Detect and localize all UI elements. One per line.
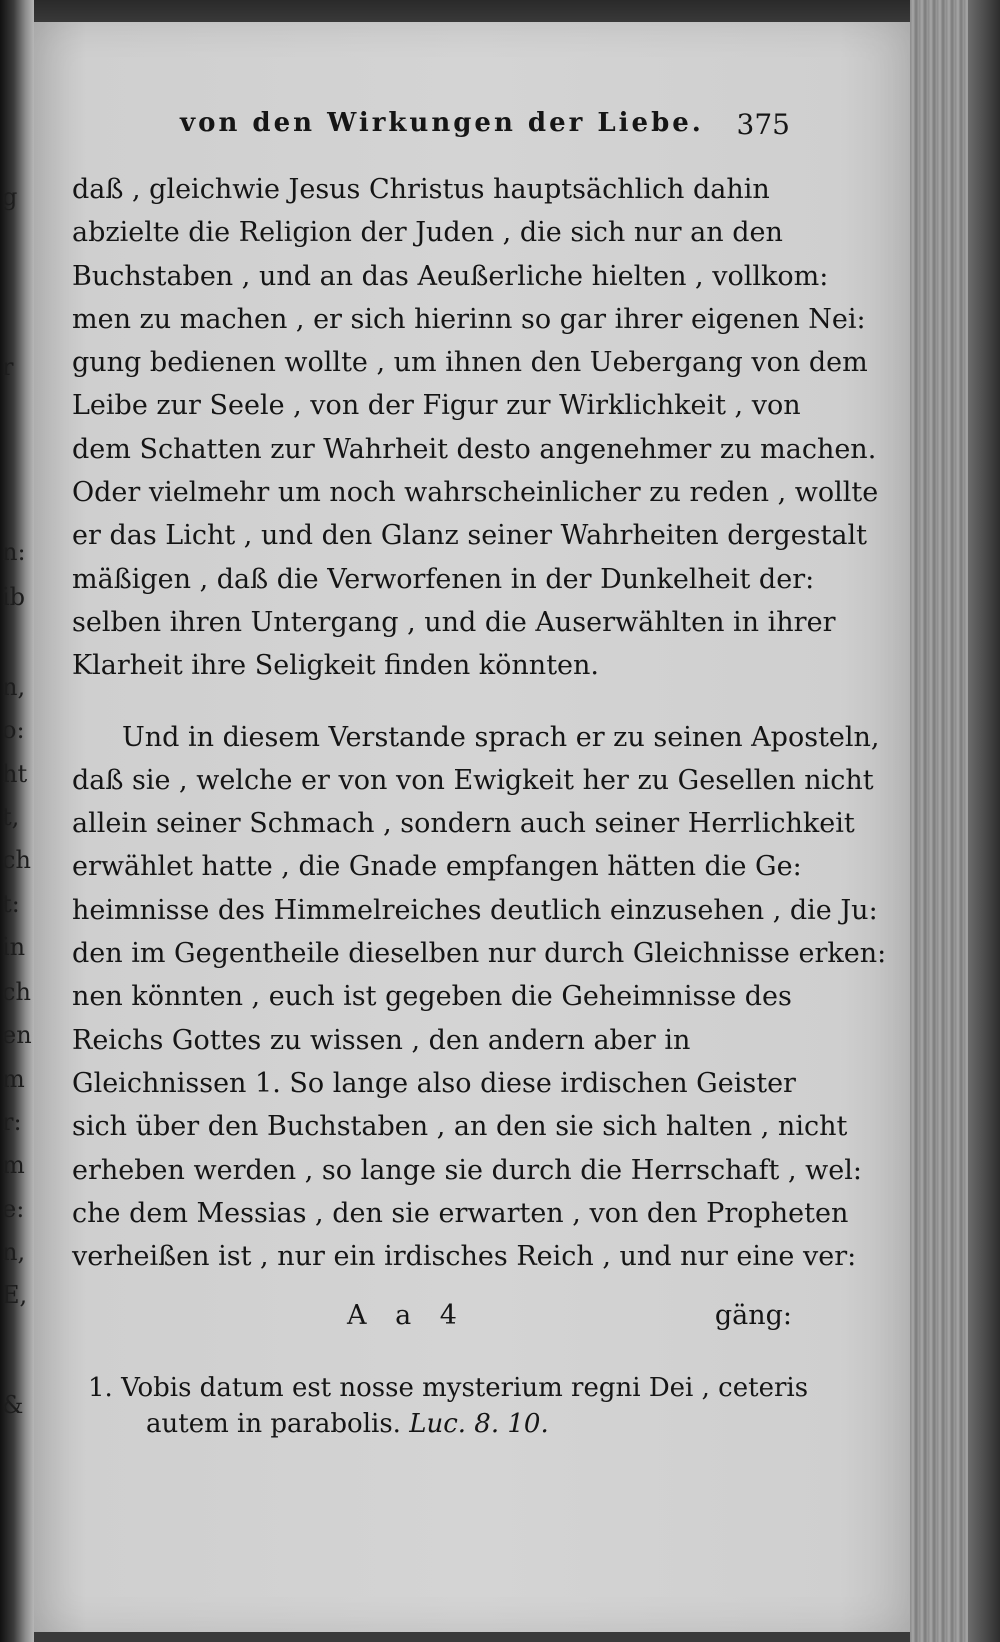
text-line: selben ihren Untergang , und die Auserwählten in ihrer: [72, 606, 836, 638]
left-page-fragment: en: [2, 1021, 32, 1049]
left-page-fragment: n,: [2, 673, 26, 701]
footnote-reference: Luc. 8. 10.: [409, 1409, 549, 1439]
text-line: Leibe zur Seele , von der Figur zur Wirklichkeit , von: [72, 390, 801, 422]
page-header: [140, 108, 790, 148]
text-line: Klarheit ihre Seligkeit finden könnten.: [72, 650, 600, 682]
text-line: verheißen ist , nur ein irdisches Reich , und nur eine ver:: [72, 1241, 857, 1273]
left-page-fragment: n:: [2, 538, 26, 566]
footnote: [88, 1370, 808, 1442]
left-page-fragment: &: [2, 1391, 24, 1419]
paragraph-1: [72, 168, 879, 688]
text-line: Gleichnissen 1. So lange also diese irdischen Geister: [72, 1067, 796, 1099]
signature-line: [72, 1300, 792, 1340]
signature-mark: A a 4: [347, 1300, 467, 1331]
left-page-fragment: r:: [2, 1108, 22, 1136]
left-page-fragment: o:: [2, 716, 25, 744]
running-head: von den Wirkungen der Liebe.: [180, 108, 704, 138]
text-line: mäßigen , daß die Verworfenen in der Dunkelheit der:: [72, 563, 815, 595]
left-page-fragment: g: [2, 183, 18, 211]
body-text: [72, 168, 887, 1278]
text-line: men zu machen , er sich hierinn so gar ihrer eigenen Nei:: [72, 303, 866, 335]
text-line: dem Schatten zur Wahrheit desto angenehmer zu machen.: [72, 433, 877, 465]
text-line: heimnisse des Himmelreiches deutlich einzusehen , die Ju:: [72, 894, 878, 926]
paragraph-2: [72, 716, 887, 1279]
left-page-fragment: m: [2, 1065, 25, 1093]
text-line: sich über den Buchstaben , an den sie sich halten , nicht: [72, 1111, 848, 1143]
left-page-fragment: ch: [2, 978, 31, 1006]
left-page-fragment: ch: [2, 846, 31, 874]
footnote-line: [88, 1406, 808, 1442]
text-line: erheben werden , so lange sie durch die Herrschaft , wel:: [72, 1154, 862, 1186]
left-page-fragment: r: [2, 353, 14, 381]
previous-page-edge: [0, 0, 34, 1642]
left-page-fragment: t:: [2, 890, 20, 918]
page-stack-edge: [910, 0, 1000, 1642]
paragraph-gap: [72, 688, 792, 716]
text-line: er das Licht , und den Glanz seiner Wahrheiten dergestalt: [72, 520, 867, 552]
text-line: Oder vielmehr um noch wahrscheinlicher zu reden , wollte: [72, 477, 879, 509]
text-line: Und in diesem Verstande sprach er zu seinen Aposteln,: [122, 721, 880, 753]
text-line: den im Gegentheile dieselben nur durch Gleichnisse erken:: [72, 938, 887, 970]
text-line: Reichs Gottes zu wissen , den andern aber in: [72, 1024, 691, 1056]
text-line: che dem Messias , den sie erwarten , von den Propheten: [72, 1197, 849, 1229]
text-line: abzielte die Religion der Juden , die sich nur an den: [72, 217, 783, 249]
text-line: Buchstaben , und an das Aeußerliche hielten , vollkom:: [72, 260, 829, 292]
left-page-fragment: in: [2, 933, 26, 961]
catchword: gäng:: [714, 1300, 792, 1331]
text-line: daß sie , welche er von von Ewigkeit her zu Gesellen nicht: [72, 764, 874, 796]
text-line: gung bedienen wollte , um ihnen den Uebergang von dem: [72, 347, 868, 379]
text-line: daß , gleichwie Jesus Christus hauptsächlich dahin: [72, 174, 770, 205]
left-page-fragment: t,: [2, 803, 20, 831]
page-number: 375: [736, 108, 790, 141]
left-page-fragment: e:: [2, 1195, 25, 1223]
left-page-fragment: m: [2, 1151, 25, 1179]
left-page-fragment: ht: [2, 760, 28, 788]
left-page-fragment: n,: [2, 1238, 26, 1266]
text-line: erwählet hatte , die Gnade empfangen hätten die Ge:: [72, 851, 802, 883]
footnote-line: 1. Vobis datum est nosse mysterium regni Dei , ceteris: [88, 1373, 809, 1403]
text-line: allein seiner Schmach , sondern auch seiner Herrlichkeit: [72, 808, 855, 840]
footnote-text: autem in parabolis.: [146, 1409, 401, 1439]
top-shadow: [0, 0, 1000, 24]
text-line: nen könnten , euch ist gegeben die Geheimnisse des: [72, 981, 792, 1013]
left-page-fragment: ib: [2, 583, 26, 611]
left-page-fragment: E,: [2, 1281, 28, 1309]
